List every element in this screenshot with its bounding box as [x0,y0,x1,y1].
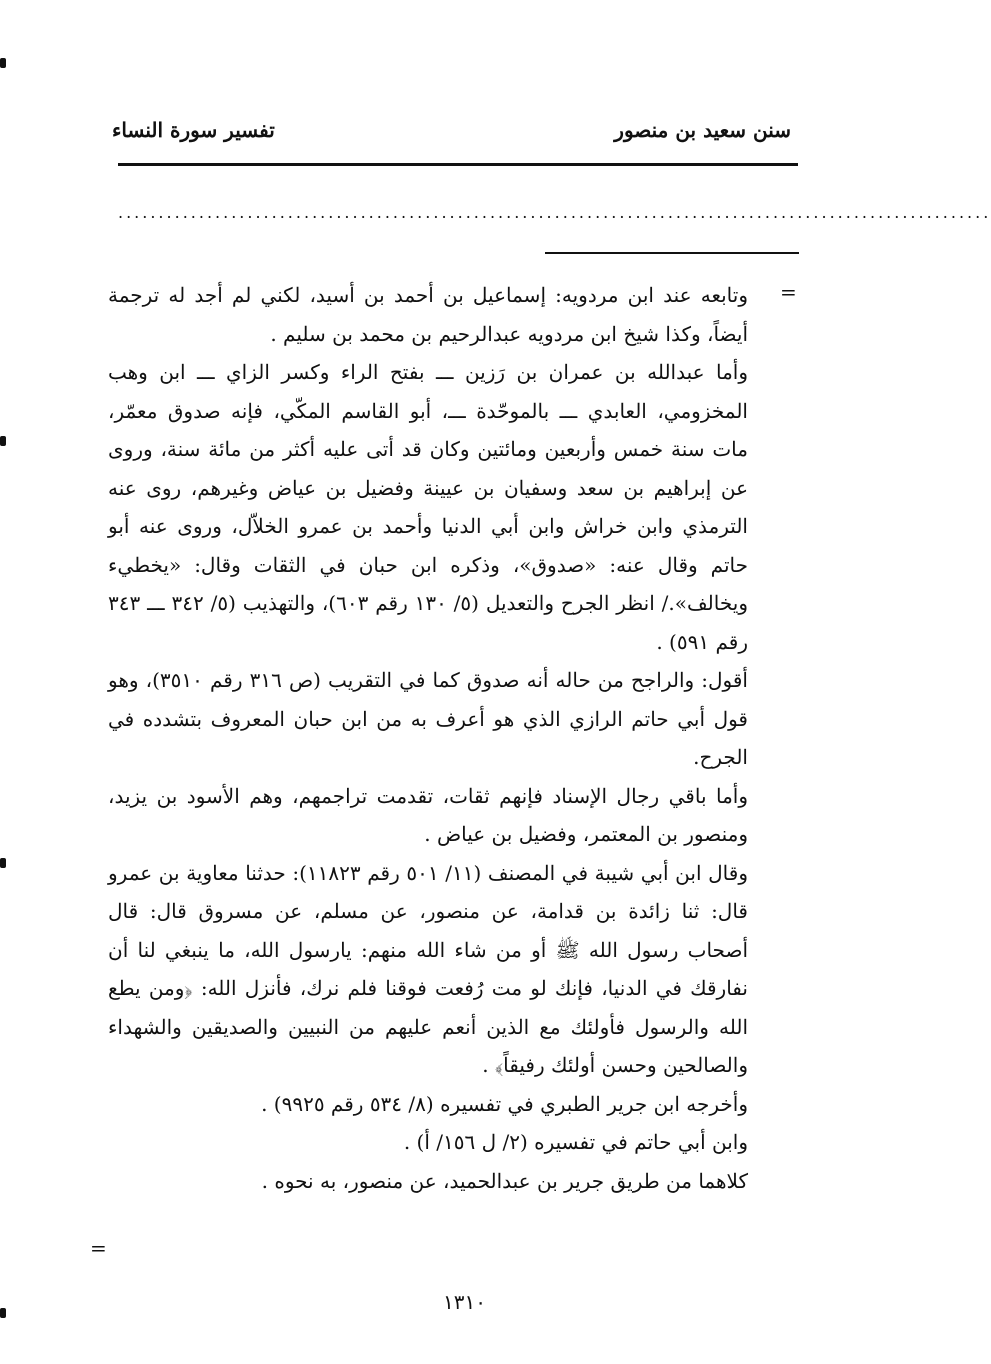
paragraph: وأما باقي رجال الإسناد فإنهم ثقات، تقدمت تراجمهم، وهم الأسود بن يزيد، ومنصور بن المعتمر، وفضيل بن عياض . [108,783,748,846]
continuation-mark-top: = [780,280,797,304]
paragraph: أقول: والراجح من حاله أنه صدوق كما في التقريب (ص ٣١٦ رقم ٣٥١٠)، وهو قول أبي حاتم الرازي الذي هو أعرف به من ابن حبان المعروف بتشدده في الجرح. [108,668,748,769]
scan-mark [0,436,6,446]
scan-mark [0,858,6,868]
running-header-section-title: تفسير سورة النساء [112,118,275,142]
paragraph: وقال ابن أبي شيبة في المصنف (١١/ ٥٠١ رقم ١١٨٢٣): حدثنا معاوية بن عمرو قال: ثنا زائدة بن قدامة، عن منصور، عن مسلم، عن مسروق قال: قال أصحاب رسول الله ﷺ أو من شاء الله منهم: يارسول الله، ما ينبغي لنا أن نفارقك في الدنيا، فإنك لو مت رُفعت فوقنا فلم نرك، فأنزل الله: ﴿ومن يطع الله والرسول فأولئك مع الذين أنعم عليهم من النبيين والصديقين والشهداء والصالحين وحسن أولئك رفيقاً﴾ . [108,860,748,1077]
header-rule [118,163,798,166]
page-number: ١٣١٠ [443,1290,486,1314]
continuation-mark-bottom: = [90,1236,107,1260]
scan-mark [0,58,6,68]
separator-dots: ............................................................................................................ [118,203,991,222]
paragraph: وأما عبدالله بن عمران بن رَزين ـــ بفتح الراء وكسر الزاي ـــ ابن وهب المخزومي، العابدي ـــ بالموحّدة ـــ، أبو القاسم المكّي، فإنه صدوق معمّر، مات سنة خمس وأربعين ومائتين وكان قد أتى عليه أكثر من مائة سنة، وروى عن إبراهيم بن سعد وسفيان بن عيينة وفضيل بن عياض وغيرهم، روى عنه الترمذي وابن خراش وابن أبي الدنيا وأحمد بن عمرو الخلاّل، وروى عنه أبو حاتم وقال عنه: «صدوق»، وذكره ابن حبان في الثقات وقال: «يخطيء ويخالف»./ انظر الجرح والتعديل (٥/ ١٣٠ رقم ٦٠٣)، والتهذيب (٥/ ٣٤٢ ـــ ٣٤٣ رقم ٥٩١) . [108,360,748,654]
footnote-rule [545,252,799,254]
running-header-book-title: سنن سعيد بن منصور [614,118,791,142]
paragraph: وأخرجه ابن جرير الطبري في تفسيره (٨/ ٥٣٤ رقم ٩٩٢٥) . [261,1091,748,1116]
paragraph: وتابعه عند ابن مردويه: إسماعيل بن أحمد بن أسيد، لكني لم أجد له ترجمة أيضاً، وكذا شيخ ابن مردويه عبدالرحيم بن محمد بن سليم . [108,283,748,346]
paragraph: وابن أبي حاتم في تفسيره (٢/ ل ١٥٦/ أ) . [403,1130,748,1154]
footnote-body [108,276,748,1200]
paragraph: كلاهما من طريق جرير بن عبدالحميد، عن منصور، به نحوه . [261,1168,748,1193]
